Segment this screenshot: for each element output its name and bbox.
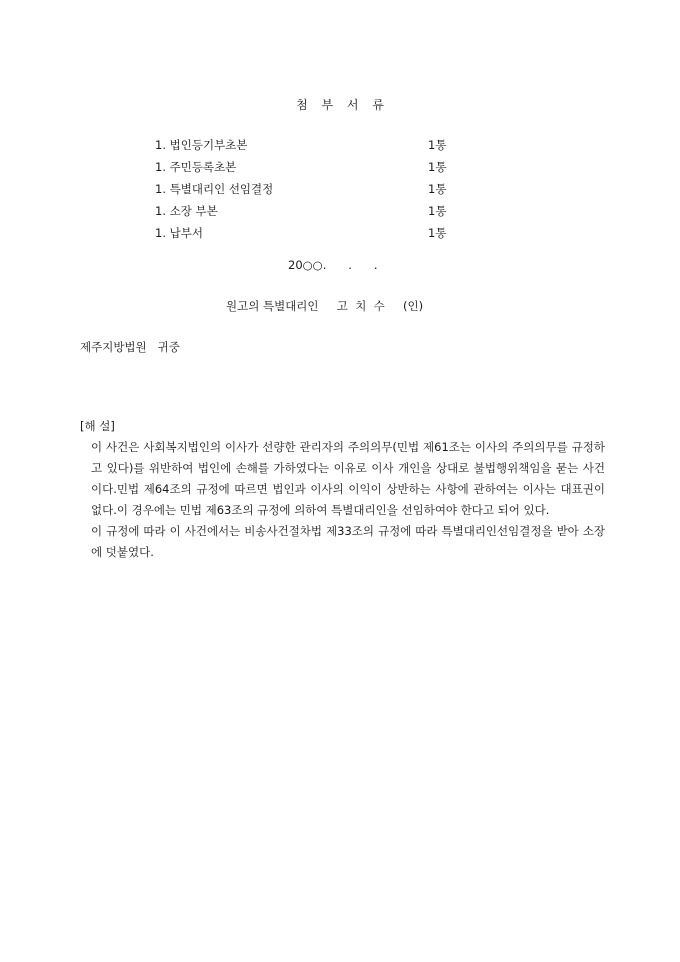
attachment-item (155, 200, 455, 222)
attachment-count: 1통 (428, 182, 447, 196)
attachment-list (155, 134, 455, 244)
commentary-paragraph: 이 사건은 사회복지법인의 이사가 선량한 관리자의 주의의무(민법 제61조는 이사의 주의의무를 규정하고 있다)를 위반하여 법인에 손해를 가하였다는 이유로 이사 개인을 상대로 불법행위책임을 묻는 사건이다.민법 제64조의 규정에 따르면 법인과 이사의 이익이 상반하는 사항에 관하여는 이사는 대표권이 없다.이 경우에는 민법 제63조의 규정에 의하여 특별대리인을 선임하여야 한다고 되어 있다. (91, 440, 605, 517)
attachment-count: 1통 (428, 226, 447, 240)
attachment-name: 1. 법인등기부초본 (155, 138, 248, 152)
document-date: 20○○. . . (288, 258, 378, 272)
commentary-heading: [해 설] (80, 419, 115, 433)
attachment-item (155, 178, 455, 200)
court-addressee: 제주지방법원 귀중 (80, 340, 180, 354)
attachment-name: 1. 소장 부본 (155, 204, 218, 218)
attachment-count: 1통 (428, 160, 447, 174)
attachment-name: 1. 특별대리인 선임결정 (155, 182, 274, 196)
document-title: 첨 부 서 류 (296, 98, 384, 112)
signer-line: 원고의 특별대리인 고 치 수 (인) (226, 299, 424, 313)
attachment-count: 1통 (428, 204, 447, 218)
attachment-item (155, 156, 455, 178)
attachment-item (155, 134, 455, 156)
attachment-count: 1통 (428, 138, 447, 152)
commentary-paragraph: 이 규정에 따라 이 사건에서는 비송사건절차법 제33조의 규정에 따라 특별대리인선임결정을 받아 소장에 덧붙였다. (91, 524, 605, 559)
attachment-name: 1. 주민등록초본 (155, 160, 237, 174)
attachment-item (155, 222, 455, 244)
commentary-section (80, 416, 605, 563)
attachment-name: 1. 납부서 (155, 226, 203, 240)
